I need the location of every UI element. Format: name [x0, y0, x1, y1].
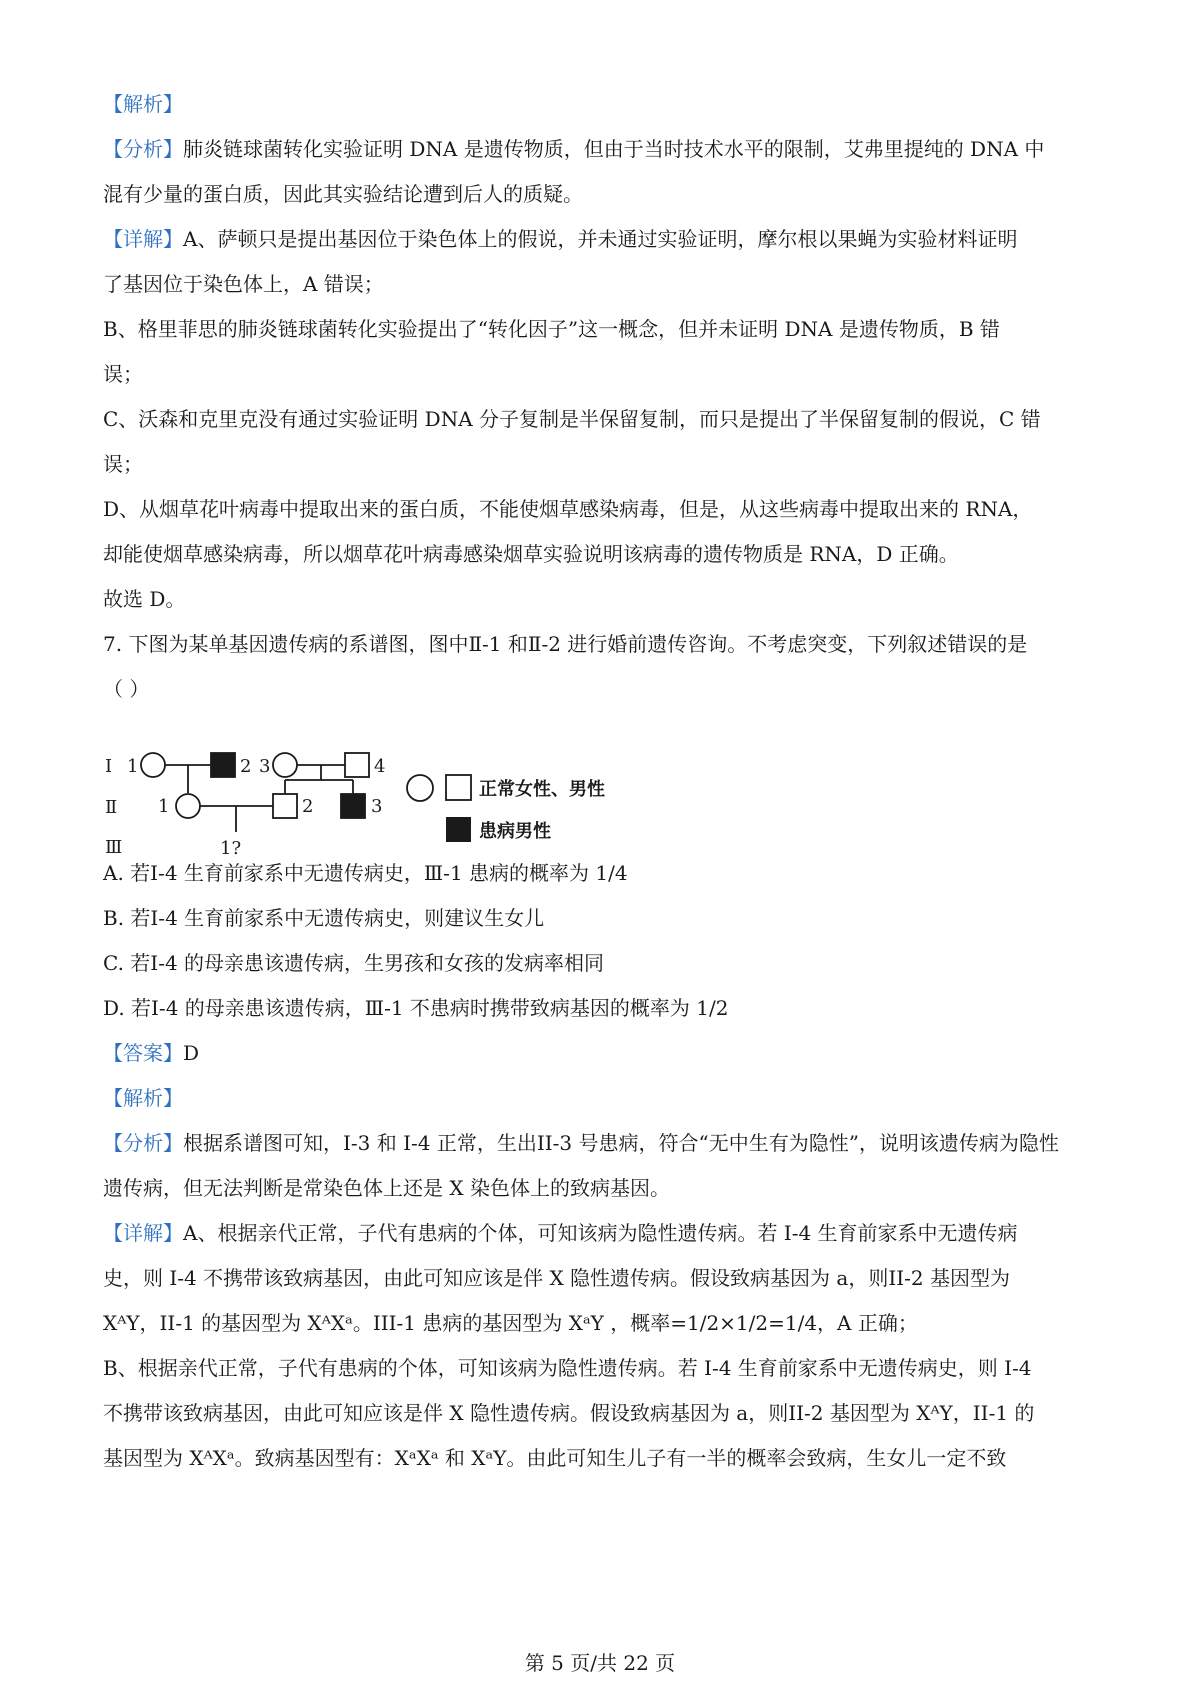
- q7-detail-B3: 基因型为 XᴬXᵃ。致病基因型有：XᵃXᵃ 和 XᵃY。由此可知生儿子有一半的概率会致病，生女儿一定不致: [103, 1446, 1007, 1470]
- gen-label-I: Ⅰ: [105, 756, 113, 777]
- label-III1: 1?: [220, 838, 242, 859]
- detail-line-A2: 了基因位于染色体上，A 错误；: [103, 272, 384, 296]
- label-II1: 1: [158, 796, 170, 817]
- option-C: C. 若I-4 的母亲患该遗传病，生男孩和女孩的发病率相同: [103, 951, 605, 975]
- detail-line-B1: B、格里菲思的肺炎链球菌转化实验提出了“转化因子”这一概念，但并未证明 DNA 是遗传物质，B 错: [103, 317, 1000, 341]
- question-stem-1: 7. 下图为某单基因遗传病的系谱图，图中Ⅱ-1 和Ⅱ-2 进行婚前遗传咨询。不考虑突变，下列叙述错误的是: [103, 632, 1028, 656]
- gen-label-II: Ⅱ: [105, 797, 118, 818]
- pedigree-chart: [103, 750, 663, 870]
- label-I3: 3: [259, 756, 271, 777]
- gen-label-III: Ⅲ: [105, 837, 123, 858]
- label-I2: 2: [240, 756, 252, 777]
- detail-line-C2: 误；: [103, 452, 143, 476]
- option-A: A. 若I-4 生育前家系中无遗传病史，Ⅲ-1 患病的概率为 1/4: [103, 861, 628, 885]
- legend-normal-text: 正常女性、男性: [479, 779, 605, 800]
- option-D: D. 若I-4 的母亲患该遗传病，Ⅲ-1 不患病时携带致病基因的概率为 1/2: [103, 996, 729, 1020]
- answer-line: 【答案】D: [103, 1041, 200, 1065]
- legend-female-symbol: [407, 775, 433, 801]
- I-3-normal-female: [273, 753, 297, 777]
- label-I4: 4: [374, 756, 386, 777]
- choose-line: 故选 D。: [103, 587, 186, 611]
- II-1-normal-female: [176, 794, 200, 818]
- detail-line-B2: 误；: [103, 362, 143, 386]
- I-1-normal-female: [141, 753, 165, 777]
- legend-affected-symbol: [446, 817, 471, 842]
- q7-analysis-line-2: 遗传病，但无法判断是常染色体上还是 X 染色体上的致病基因。: [103, 1176, 670, 1200]
- analysis-line-2: 混有少量的蛋白质，因此其实验结论遭到后人的质疑。: [103, 182, 583, 206]
- question-stem-2: （ ）: [103, 677, 150, 701]
- page-footer: 第 5 页/共 22 页: [524, 1651, 676, 1675]
- q7-detail-A2: 史，则 I-4 不携带该致病基因，由此可知应该是伴 X 隐性遗传病。假设致病基因为 a，则II-2 基因型为: [103, 1266, 1010, 1290]
- section-label-jiexi: 【解析】: [103, 92, 183, 116]
- I-2-affected-male: [211, 753, 235, 777]
- label-II2: 2: [302, 796, 314, 817]
- option-B: B. 若I-4 生育前家系中无遗传病史，则建议生女儿: [103, 906, 545, 930]
- detail-line-D1: D、从烟草花叶病毒中提取出来的蛋白质，不能使烟草感染病毒，但是，从这些病毒中提取出来的 RNA，: [103, 497, 1033, 521]
- legend-male-symbol: [446, 775, 471, 800]
- label-II3: 3: [371, 796, 383, 817]
- detail-line-C1: C、沃森和克里克没有通过实验证明 DNA 分子复制是半保留复制，而只是提出了半保留复制的假说，C 错: [103, 407, 1041, 431]
- q7-detail-B2: 不携带该致病基因，由此可知应该是伴 X 隐性遗传病。假设致病基因为 a，则II-2 基因型为 XᴬY，II-1 的: [103, 1401, 1035, 1425]
- label-I1: 1: [127, 756, 139, 777]
- q7-analysis-line-1: 【分析】根据系谱图可知，I-3 和 I-4 正常，生出II-3 号患病，符合“无中生有为隐性”，说明该遗传病为隐性: [103, 1131, 1059, 1155]
- q7-detail-A3: XᴬY，II-1 的基因型为 XᴬXᵃ。III-1 患病的基因型为 XᵃY ，概率=1/2×1/2=1/4，A 正确；: [103, 1311, 918, 1335]
- legend-affected-text: 患病男性: [479, 821, 551, 842]
- section-label-jiexi-2: 【解析】: [103, 1086, 183, 1110]
- I-4-normal-male: [345, 753, 369, 777]
- detail-line-A1: 【详解】A、萨顿只是提出基因位于染色体上的假说，并未通过实验证明，摩尔根以果蝇为实验材料证明: [103, 227, 1018, 251]
- II-3-affected-male: [341, 794, 365, 818]
- q7-detail-A1: 【详解】A、根据亲代正常，子代有患病的个体，可知该病为隐性遗传病。若 I-4 生育前家系中无遗传病: [103, 1221, 1018, 1245]
- detail-line-D2: 却能使烟草感染病毒，所以烟草花叶病毒感染烟草实验说明该病毒的遗传物质是 RNA，D 正确。: [103, 542, 959, 566]
- q7-detail-B1: B、根据亲代正常，子代有患病的个体，可知该病为隐性遗传病。若 I-4 生育前家系中无遗传病史，则 I-4: [103, 1356, 1032, 1380]
- II-2-normal-male: [273, 794, 297, 818]
- analysis-line-1: 【分析】肺炎链球菌转化实验证明 DNA 是遗传物质，但由于当时技术水平的限制，艾弗里提纯的 DNA 中: [103, 137, 1045, 161]
